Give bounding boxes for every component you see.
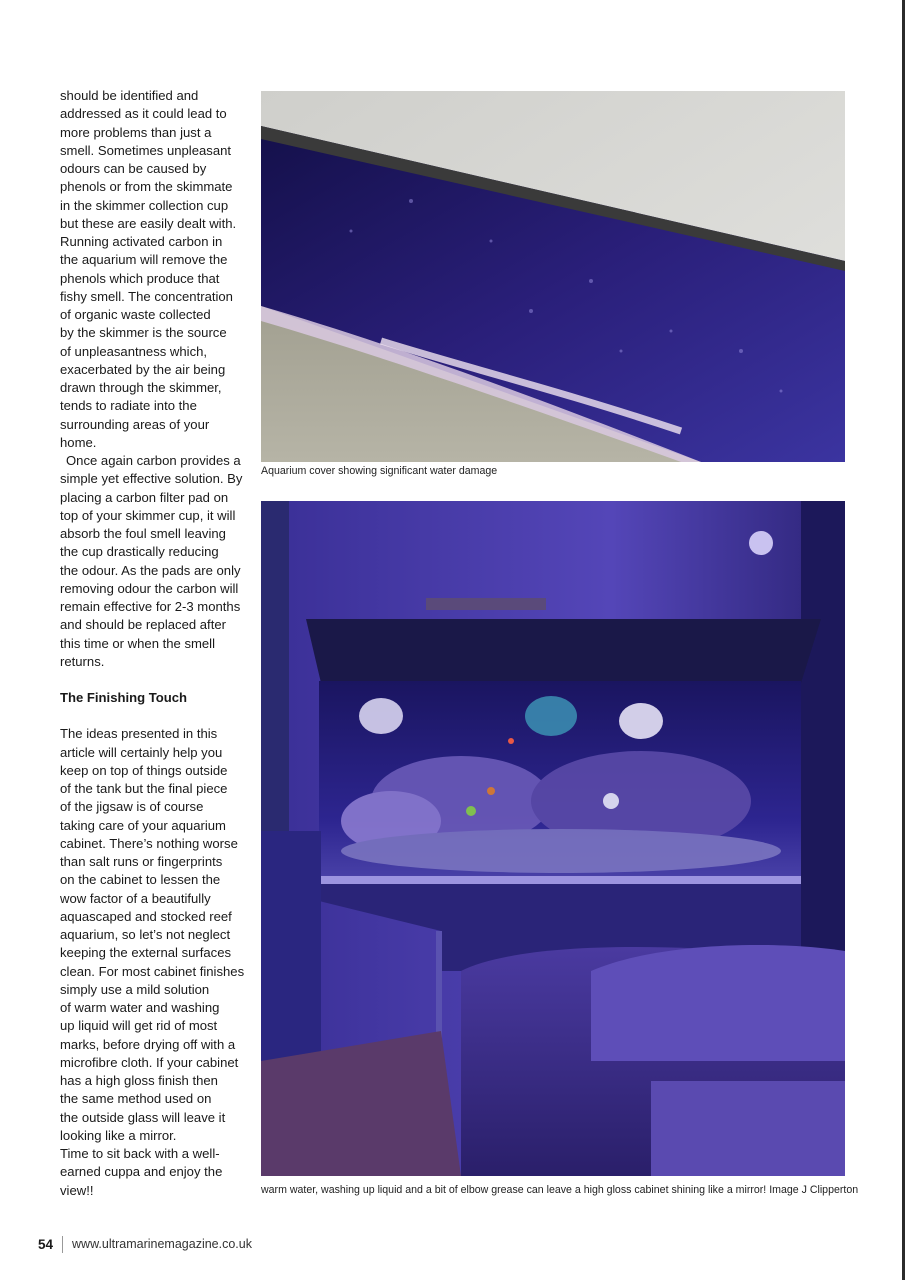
magazine-url: www.ultramarinemagazine.co.uk	[72, 1237, 252, 1251]
article-paragraph: The ideas presented in this article will certainly help you keep on top of things outside of the tank but the final piece of the jigsaw is of course taking care of your aquarium cabinet. There’s nothing worse than salt runs or fingerprints on the cabinet to lessen the wow factor of a beautifully aquascaped and stocked reef aquarium, so let’s not neglect keeping the external surfaces clean. For most cabinet finishes simply use a mild solution of warm water and washing up liquid will get rid of most marks, before drying off with a microfibre cloth. If your cabinet has a high gloss finish then the same method used on the outside glass will leave it looking like a mirror.	[60, 726, 245, 1143]
article-paragraph: Once again carbon provides a simple yet effective solution. By placing a carbon filter pad on top of your skimmer cup, it will absorb the foul smell leaving the cup drastically reducing the odour. As the pads are only removing odour the carbon will remain effective for 2-3 months and should be replaced after this time or when the smell returns.	[60, 453, 243, 669]
article-column	[60, 87, 245, 1200]
page-footer	[38, 1234, 252, 1254]
page-number: 54	[38, 1236, 54, 1252]
section-heading: The Finishing Touch	[60, 690, 188, 705]
article-paragraph: Time to sit back with a well- earned cuppa and enjoy the view!!	[60, 1146, 223, 1198]
top-photo-caption: Aquarium cover showing significant water damage	[261, 465, 498, 477]
article-paragraph: should be identified and addressed as it could lead to more problems than just a smell. Sometimes unpleasant odours can be caused by phenols or from the skimmate in the skimmer collection cup but these are easily dealt with. Running activated carbon in the aquarium will remove the phenols which produce that fishy smell. The concentration of organic waste collected by the skimmer is the source of unpleasantness which, exacerbated by the air being drawn through the skimmer, tends to radiate into the surrounding areas of your home.	[60, 88, 237, 450]
footer-divider	[62, 1236, 63, 1253]
bottom-photo-caption: warm water, washing up liquid and a bit of elbow grease can leave a high gloss cabinet shining like a mirror! Image J Clipperton	[261, 1184, 859, 1196]
reef-aquarium-photo	[261, 501, 845, 1176]
aquarium-cover-photo	[261, 91, 845, 462]
